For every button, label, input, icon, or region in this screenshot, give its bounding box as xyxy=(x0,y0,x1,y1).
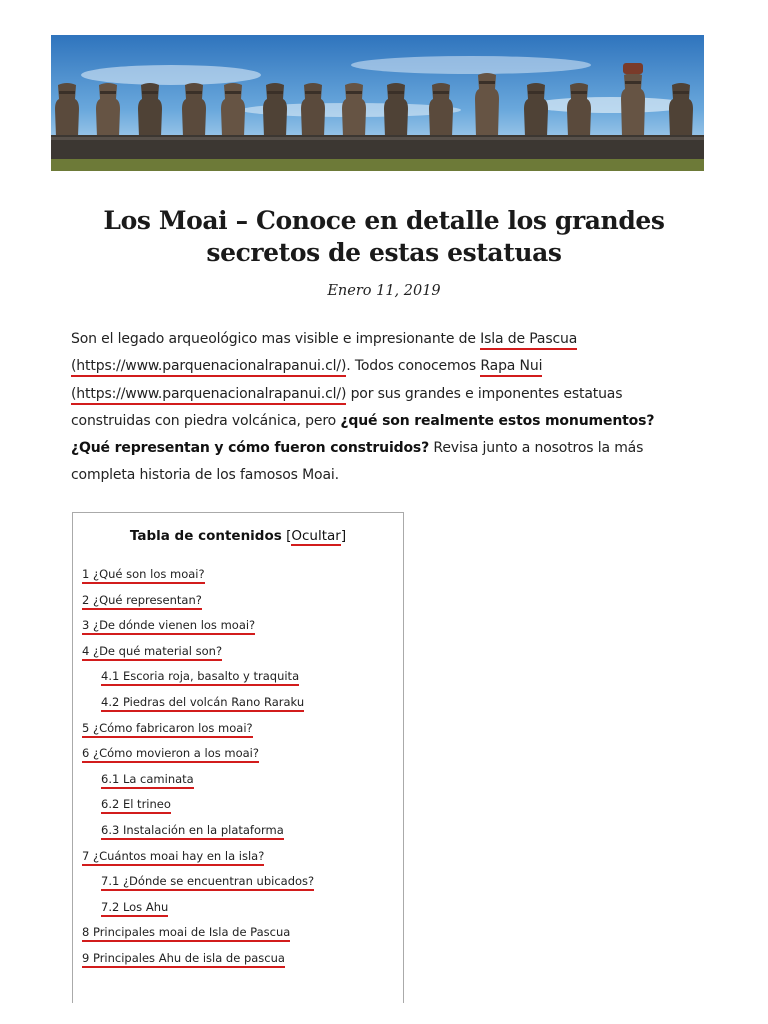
toc-link[interactable]: 6.3 Instalación en la plataforma xyxy=(101,823,284,840)
article-title xyxy=(60,205,708,269)
moai-brow xyxy=(388,91,404,94)
toc-subitem xyxy=(82,873,314,899)
toc-link[interactable]: 4 ¿De qué material son? xyxy=(82,644,222,661)
moai-brow xyxy=(433,91,449,94)
rapa-nui-link[interactable]: Rapa Nui xyxy=(480,358,542,377)
toc-subitem xyxy=(82,694,314,720)
moai-brow xyxy=(625,81,641,84)
toc-item xyxy=(82,592,314,618)
toc-link[interactable]: 6.2 El trineo xyxy=(101,797,171,814)
toc-list xyxy=(82,566,314,976)
toc-item xyxy=(82,720,314,746)
toc-title: Tabla de contenidos xyxy=(129,528,282,544)
intro-paragraph: Son el legado arqueológico mas visible e impresionante de Isla de Pascua (https://www.parquenacionalrapanui.cl/). Todos conocemos Rapa Nui (https://www.parquenacionalrapanui.cl/) por sus grandes e imponentes estatuas construidas con piedra volcánica, pero ¿qué son realmente estos monumentos? ¿Qué representan y cómo fueron construidos? Revisa junto a nosotros la más completa historia de los famosos Moai. xyxy=(71,331,655,484)
moai-brow xyxy=(59,91,75,94)
toc-link[interactable]: 2 ¿Qué representan? xyxy=(82,593,202,610)
moai-brow xyxy=(267,91,283,94)
toc-item xyxy=(82,566,314,592)
moai-brow xyxy=(305,91,321,94)
toc-item xyxy=(82,848,314,874)
toc-link[interactable]: 7 ¿Cuántos moai hay en la isla? xyxy=(82,849,264,866)
toc-link[interactable]: 4.1 Escoria roja, basalto y traquita xyxy=(101,669,299,686)
moai-brow xyxy=(528,91,544,94)
hero-image xyxy=(51,35,704,171)
moai-photo xyxy=(51,35,704,171)
toc-toggle-link[interactable]: Ocultar xyxy=(291,528,341,544)
toc-item xyxy=(82,950,314,976)
moai-brow xyxy=(142,91,158,94)
toc-link[interactable]: 1 ¿Qué son los moai? xyxy=(82,567,205,584)
title-line-2: secretos de estas estatuas xyxy=(206,238,562,267)
toc-link[interactable]: 6 ¿Cómo movieron a los moai? xyxy=(82,746,259,763)
table-of-contents xyxy=(72,512,404,1003)
moai-brow xyxy=(571,91,587,94)
isla-de-pascua-url-link[interactable]: (https://www.parquenacionalrapanui.cl/) xyxy=(71,358,346,377)
toc-link[interactable]: 9 Principales Ahu de isla de pascua xyxy=(82,951,285,968)
moai-brow xyxy=(100,91,116,94)
moai-brow xyxy=(225,91,241,94)
toc-subitem xyxy=(82,668,314,694)
moai-brow xyxy=(346,91,362,94)
toc-link[interactable]: 5 ¿Cómo fabricaron los moai? xyxy=(82,721,253,738)
toc-item xyxy=(82,745,314,771)
moai-brow xyxy=(186,91,202,94)
isla-de-pascua-link[interactable]: Isla de Pascua xyxy=(480,331,577,350)
toc-item xyxy=(82,924,314,950)
moai-brow xyxy=(673,91,689,94)
toc-subitem xyxy=(82,822,314,848)
title-line-1: Los Moai – Conoce en detalle los grandes xyxy=(103,206,665,235)
pukao-hat xyxy=(623,63,643,74)
toc-subitem xyxy=(82,796,314,822)
toc-link[interactable]: 7.1 ¿Dónde se encuentran ubicados? xyxy=(101,874,314,891)
publish-date: Enero 11, 2019 xyxy=(327,283,441,299)
toc-link[interactable]: 8 Principales moai de Isla de Pascua xyxy=(82,925,290,942)
toc-header: Tabla de contenidos [Ocultar] xyxy=(129,528,347,544)
moai-brow xyxy=(479,81,495,84)
toc-link[interactable]: 3 ¿De dónde vienen los moai? xyxy=(82,618,255,635)
toc-subitem xyxy=(82,771,314,797)
toc-item xyxy=(82,617,314,643)
toc-subitem xyxy=(82,899,314,925)
toc-link[interactable]: 4.2 Piedras del volcán Rano Raraku xyxy=(101,695,304,712)
toc-link[interactable]: 7.2 Los Ahu xyxy=(101,900,168,917)
rapa-nui-url-link[interactable]: (https://www.parquenacionalrapanui.cl/) xyxy=(71,386,346,405)
toc-link[interactable]: 6.1 La caminata xyxy=(101,772,194,789)
toc-item xyxy=(82,643,314,669)
intro-bold-question: ¿qué son realmente estos monumentos? ¿Qué representan y cómo fueron construidos? xyxy=(71,412,655,457)
